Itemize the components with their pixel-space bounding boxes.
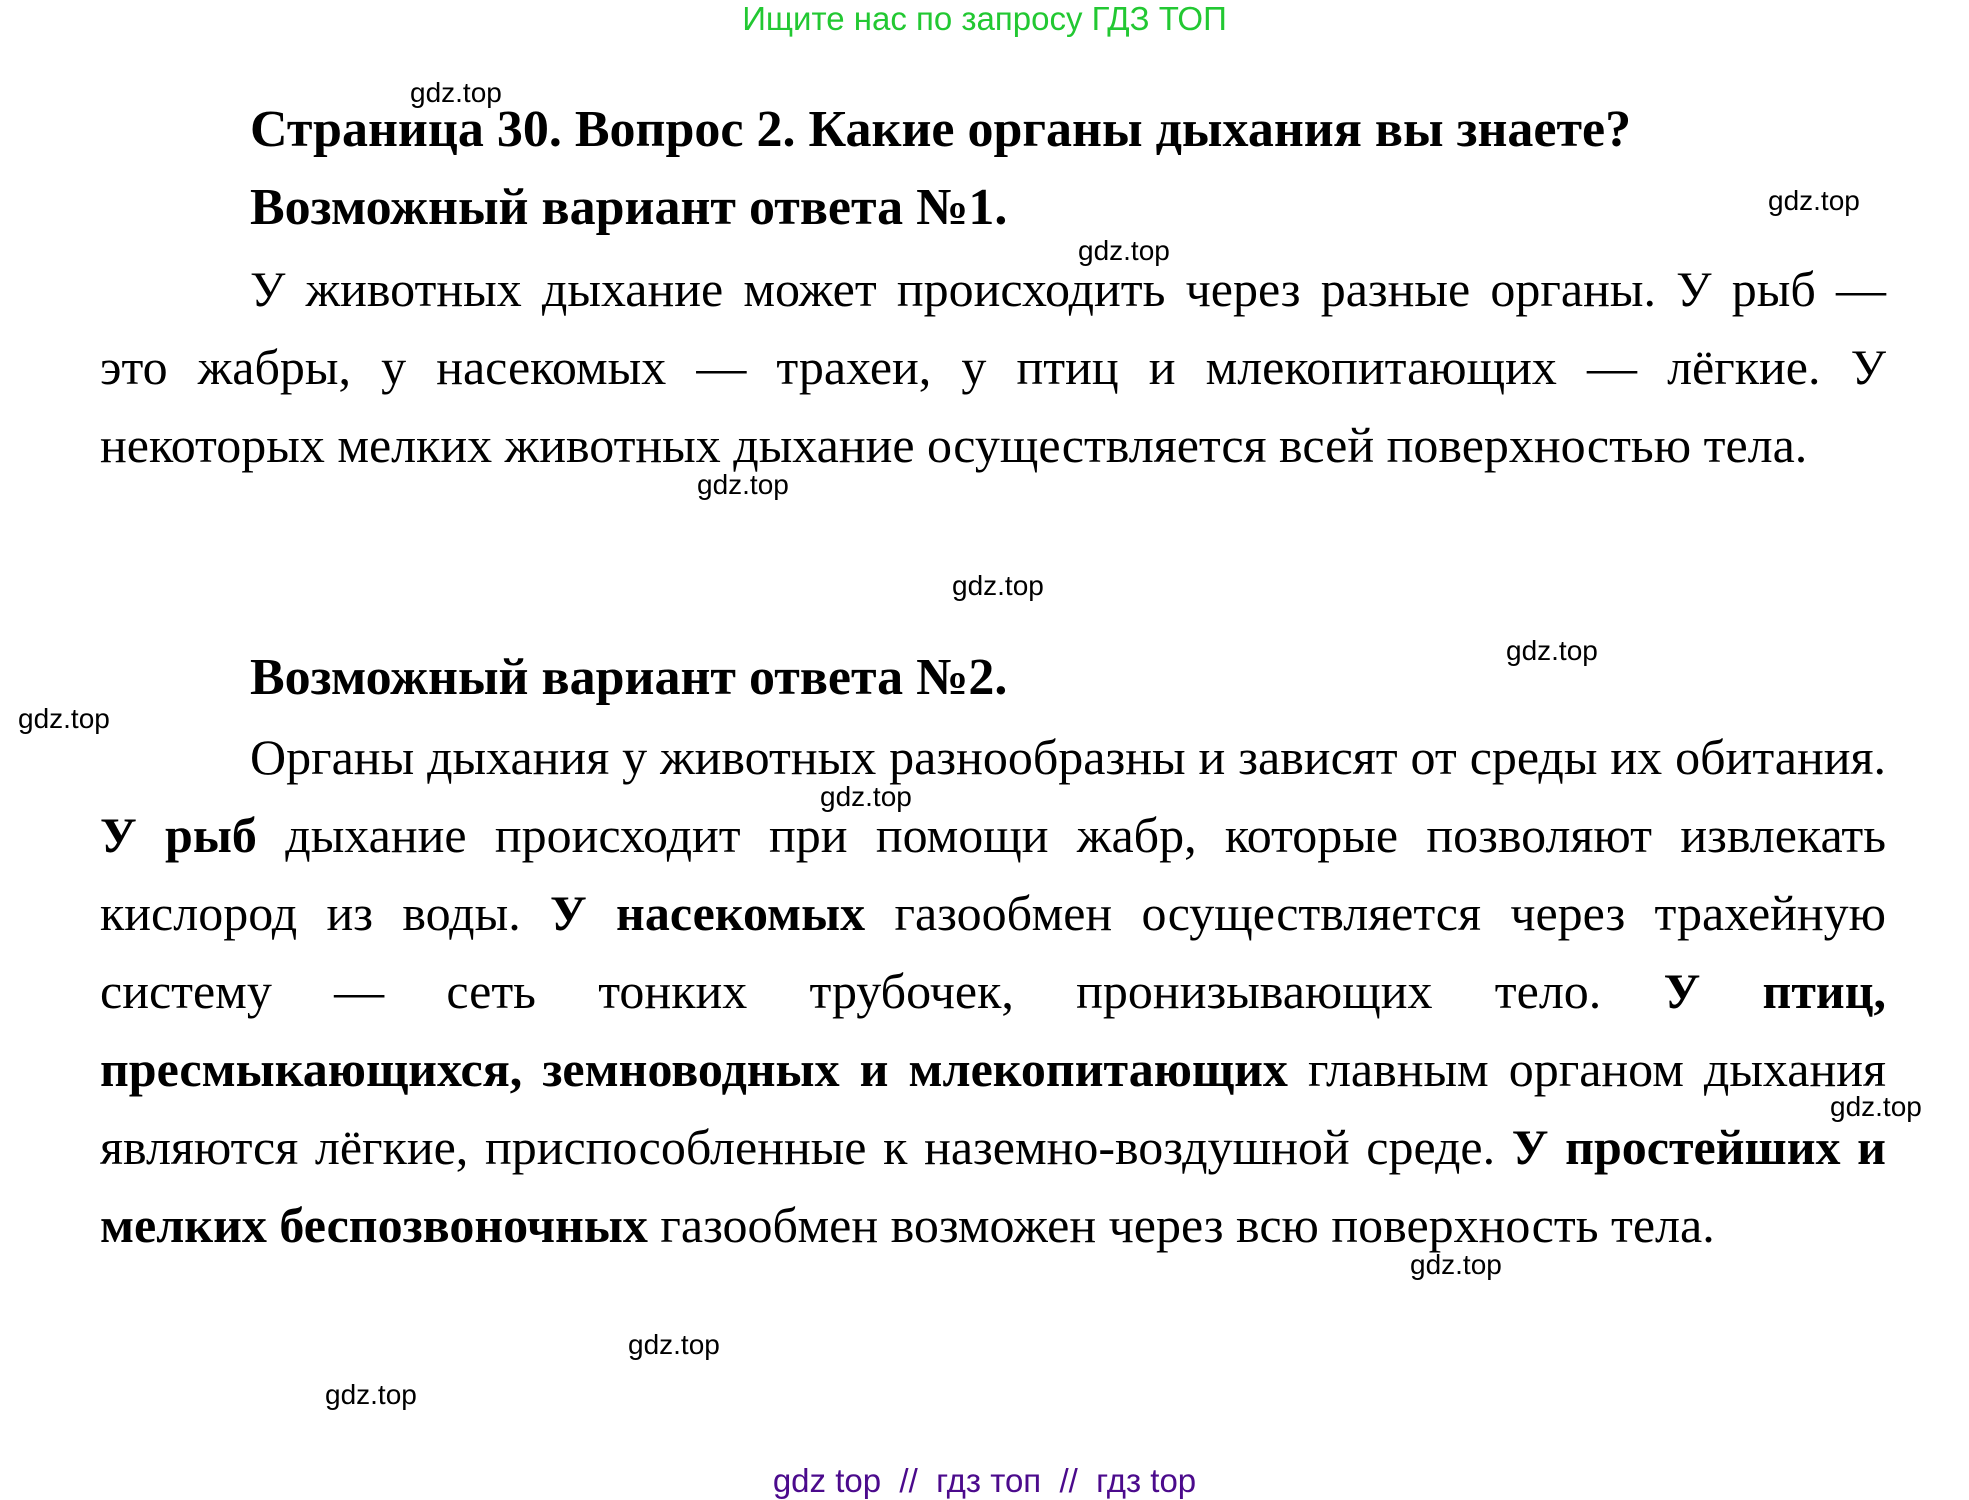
watermark: gdz.top	[1410, 1249, 1502, 1280]
answer-2-segment: дыхание происходит при помощи жабр, которые позволяют извлекать кислород из воды.	[100, 807, 1887, 941]
answer-1-segment: У животных дыхание может происходить через разные органы. У рыб — это жабры, у насекомых — трахеи, у птиц и млекопитающих — лёгкие. У некоторых мелких животных дыхание осуществляется всей поверхностью тела.	[100, 261, 1886, 473]
watermark: gdz.top	[325, 1379, 417, 1410]
answer-2-bold-vertebrates: У птиц, пресмыкающихся, земноводных и млекопитающих	[100, 963, 1886, 1097]
answer-2-bold-insects: У насекомых	[550, 885, 866, 941]
page-title: Страница 30. Вопрос 2. Какие органы дыхания вы знаете?	[250, 101, 1632, 158]
watermark: gdz.top	[1506, 635, 1598, 666]
answer-2-heading: Возможный вариант ответа №2.	[250, 649, 1008, 706]
answer-1-heading: Возможный вариант ответа №1.	[250, 179, 1008, 236]
answer-2-segment: главным органом дыхания являются лёгкие, приспособленные к наземно-воздушной среде.	[100, 1041, 1886, 1175]
watermark: gdz.top	[820, 781, 912, 812]
answer-2-text	[100, 718, 1886, 1264]
watermark: gdz.top	[410, 77, 502, 108]
watermark: gdz.top	[952, 570, 1044, 601]
answer-2-segment: газообмен осуществляется через трахейную систему — сеть тонких трубочек, пронизывающих тело.	[100, 885, 1887, 1019]
promo-banner: Ищите нас по запросу ГДЗ ТОП	[742, 0, 1227, 37]
answer-2-segment: Органы дыхания у животных разнообразны и зависят от среды их обитания.	[250, 729, 1886, 785]
watermark: gdz.top	[628, 1329, 720, 1360]
watermark: gdz.top	[18, 703, 110, 734]
answer-2-bold-fish: У рыб	[100, 807, 257, 863]
answer-1-text	[100, 250, 1886, 484]
answer-2-segment: газообмен возможен через всю поверхность тела.	[647, 1197, 1715, 1253]
watermark: gdz.top	[1830, 1091, 1922, 1122]
footer-links[interactable]: gdz top // гдз топ // гдз top	[772, 1462, 1197, 1499]
watermark: gdz.top	[1768, 185, 1860, 216]
watermark: gdz.top	[697, 469, 789, 500]
watermark: gdz.top	[1078, 235, 1170, 266]
answer-2-bold-protozoa: У простейших и мелких беспозвоночных	[100, 1119, 1886, 1253]
